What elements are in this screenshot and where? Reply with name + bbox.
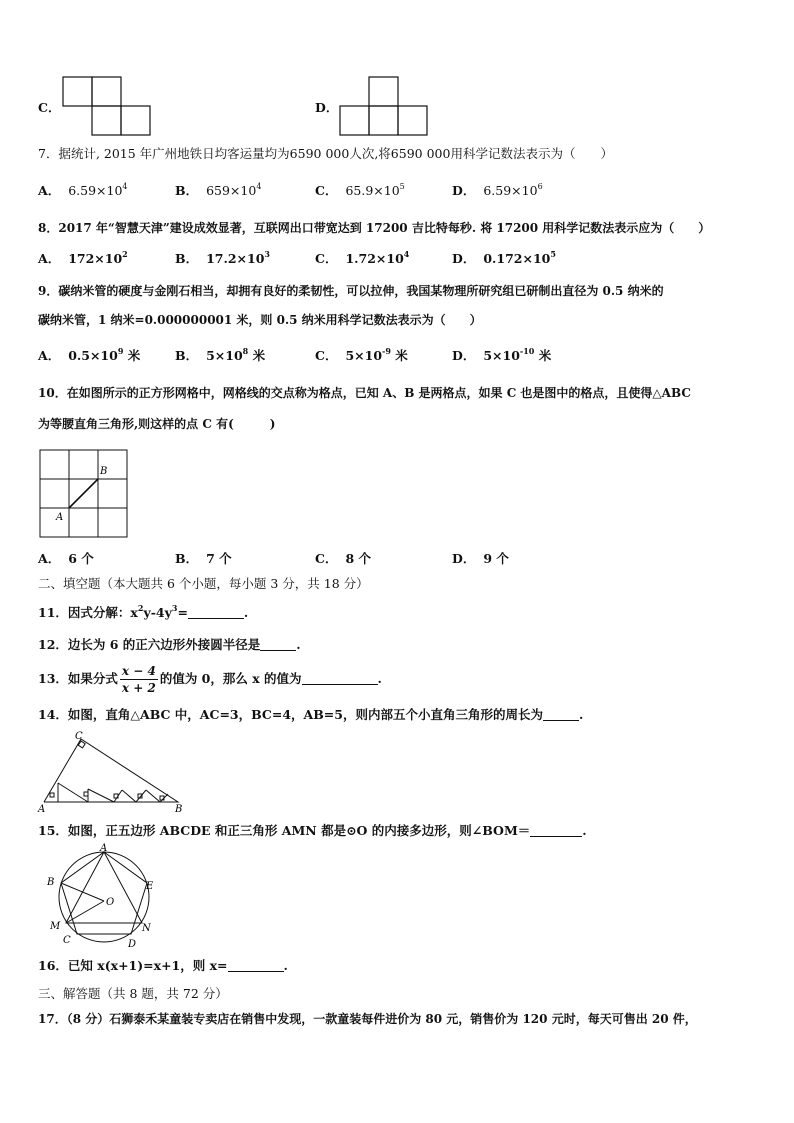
q11: 11．因式分解：$x^2y-4y^3=$ . <box>38 603 249 620</box>
q6-option-c-figure <box>62 76 154 136</box>
q9-option-a: A． $0.5\times 10^9$ 米 <box>38 346 141 363</box>
q15-point-n-label: N <box>142 923 151 934</box>
q15-point-c-label: C <box>63 935 71 946</box>
q15-point-a-label: A <box>100 843 108 854</box>
q17: 17．（8 分）石狮泰禾某童装专卖店在销售中发现，一款童装每件进价为 80 元，销售价为 120 元时，每天可售出 20 件， <box>38 1012 697 1026</box>
q15-answer-blank[interactable] <box>530 824 582 837</box>
q15: 15．如图，正五边形 ABCDE 和正三角形 AMN 都是⊙O 的内接多边形，则∠BOM＝ . <box>38 823 587 838</box>
q14-point-c-label: C <box>75 731 83 742</box>
section-3-heading: 三、解答题（共 8 题，共 72 分） <box>38 986 228 1001</box>
q12: 12．边长为 6 的正六边形外接圆半径是 . <box>38 637 301 652</box>
q8-option-b: B． $17.2\times 10^3$ <box>175 249 270 266</box>
q10-option-d: D． 9 个 <box>452 551 509 566</box>
q9-option-d: D． $5\times 10^{-10}$ 米 <box>452 346 552 363</box>
q10-option-c: C． 8 个 <box>315 551 372 566</box>
q9-option-c: C． $5\times 10^{-9}$ 米 <box>315 346 408 363</box>
q13: 13．如果分式 $\frac{x - 4}{x + 2}$ 的值为 0，那么 x 的值为 . <box>38 664 382 695</box>
q7-option-b: B． $659\times 10^4$ <box>175 182 262 198</box>
q10-option-b: B． 7 个 <box>175 551 232 566</box>
q7-option-a: A． $6.59\times 10^4$ <box>38 182 128 198</box>
q8-stem: 8．2017 年“智慧天津”建设成效显著，互联网出口带宽达到 17200 吉比特每秒. 将 17200 用科学记数法表示应为（ ） <box>38 221 711 235</box>
q10-option-a: A． 6 个 <box>38 551 94 566</box>
q10-point-a-label: A <box>56 512 64 523</box>
q15-circle-figure <box>44 843 162 951</box>
q12-answer-blank[interactable] <box>260 638 296 651</box>
q6-option-c-label: C． <box>38 100 61 115</box>
q10-stem-line1: 10．在如图所示的正方形网格中，网格线的交点称为格点，已知 A、B 是两格点，如果 C 也是图中的格点，且使得△ABC <box>38 386 691 400</box>
q9-option-b: B． $5\times 10^8$ 米 <box>175 346 266 363</box>
q9-stem-line2: 碳纳米管，1 纳米=0.000000001 米，则 0.5 纳米用科学记数法表示为（ ） <box>38 313 482 327</box>
q8-option-c: C． $1.72\times 10^4$ <box>315 249 410 266</box>
q7-stem: 7．据统计, 2015 年广州地铁日均客运量均为6590 000人次,将6590 000用科学记数法表示为（ ） <box>38 146 613 161</box>
q10-point-b-label: B <box>100 466 108 477</box>
q14-point-b-label: B <box>175 804 183 814</box>
q15-point-b-label: B <box>47 877 55 888</box>
q10-grid-figure <box>39 449 129 539</box>
q6-option-d-figure <box>339 76 431 136</box>
q9-stem-line1: 9．碳纳米管的硬度与金刚石相当，却拥有良好的柔韧性，可以拉伸，我国某物理所研究组已研制出直径为 0.5 纳米的 <box>38 284 664 298</box>
q11-answer-blank[interactable] <box>188 606 244 619</box>
q16-answer-blank[interactable] <box>228 959 284 972</box>
q15-point-d-label: D <box>128 939 137 950</box>
q8-option-d: D． $0.172\times 10^5$ <box>452 249 556 266</box>
q7-option-d: D． $6.59\times 10^6$ <box>452 182 543 198</box>
q16: 16．已知 x(x+1)=x+1，则 x= . <box>38 958 288 973</box>
q10-stem-line2: 为等腰直角三角形,则这样的点 C 有( ) <box>38 417 276 431</box>
q14: 14．如图，直角△ABC 中，AC=3，BC=4，AB=5，则内部五个小直角三角形的周长为 . <box>38 707 584 722</box>
section-2-heading: 二、填空题（本大题共 6 个小题，每小题 3 分，共 18 分） <box>38 576 369 591</box>
q15-point-e-label: E <box>146 881 154 892</box>
q8-option-a: A． $172\times 10^2$ <box>38 249 128 266</box>
q14-answer-blank[interactable] <box>543 708 579 721</box>
q14-point-a-label: A <box>38 804 46 814</box>
q7-option-c: C． $65.9\times 10^5$ <box>315 182 405 198</box>
q13-fraction: $\frac{x - 4}{x + 2}$ <box>121 664 156 695</box>
q15-point-m-label: M <box>50 921 61 932</box>
q14-triangle-figure <box>36 730 186 814</box>
q13-answer-blank[interactable] <box>302 672 378 685</box>
q15-point-o-label: O <box>106 897 115 908</box>
q6-option-d-label: D． <box>315 100 339 115</box>
